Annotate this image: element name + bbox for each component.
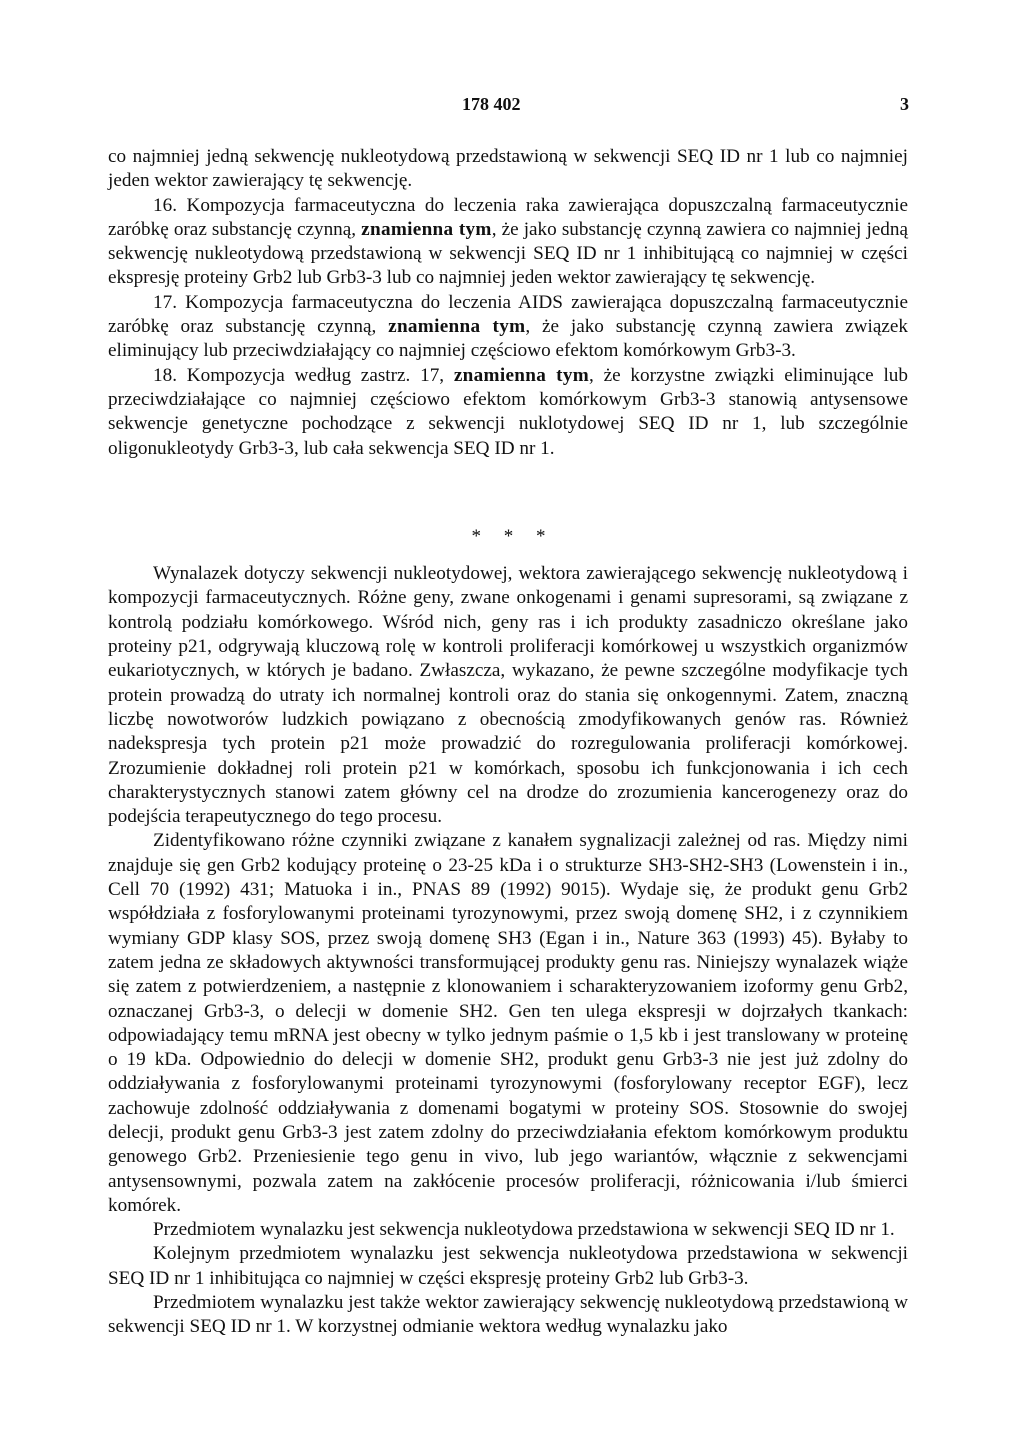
claim-continuation: co najmniej jedną sekwencję nukleotydową przedstawioną w sekwencji SEQ ID nr 1 lub co najmniej jeden wektor zawierający tę sekwencję.: [108, 146, 908, 192]
claim-18: [108, 364, 908, 461]
description-paragraph-2: Zidentyfikowano różne czynniki związane z kanałem sygnalizacji zależnej od ras. Między nimi znajduje się gen Grb2 kodujący proteinę o 23-25 kDa i o strukturze SH3-SH2-SH3 (Lowenstein i in., Cell 70 (1992) 431; Matuoka i in., PNAS 89 (1992) 9015). Wydaje się, że produkt genu Grb2 współdziała z fosforylowanymi proteinami tyrozynowymi, przez swoją domenę SH2, i z czynnikiem wymiany GDP klasy SOS, przez swoją domenę SH3 (Egan i in., Nature 363 (1993) 45). Byłaby to zatem jedna ze składowych aktywności transformującej produkty genu ras. Niniejszy wynalazek wiąże się zatem z potwierdzeniem, a następnie z klonowaniem i scharakteryzowaniem izoformy genu Grb2, oznaczanej Grb3-3, o delecji w domenie SH2. Gen ten ulega ekspresji w dojrzałych tkankach: odpowiadający temu mRNA jest obecny w tylko jednym paśmie o 1,5 kb i jest translowany w proteinę o 19 kDa. Odpowiednio do delecji w domenie SH2, produkt genu Grb3-3 nie jest już zdolny do oddziaływania z fosforylowanymi proteinami tyrozynowymi (fosforylowany receptor EGF), lecz zachowuje zdolność oddziaływania z domenami bogatymi w proteiny SOS. Stosownie do swojej delecji, produkt genu Grb3-3 jest zatem zdolny do przeciwdziałania efektom komórkowym produktu genowego Grb2. Przeniesienie tego genu in vivo, lub jego wariantów, włącznie z sekwencjami antysensownymi, pozwala zatem na zakłócenie procesów proliferacji, różnicowania i/lub śmierci komórek.: [108, 830, 908, 1216]
claim-18-text-a: 18. Kompozycja według zastrz. 17,: [153, 364, 454, 386]
claim-18-text-b: , że korzystne związki eliminujące lub przeciwdziałające co najmniej częściowo efektom komórkowym Grb3-3 stanowią antysensowe sekwencje genetyczne pochodzące z sekwencji nuklotydowej SEQ ID nr 1, lub szczególnie oligonukleotydy Grb3-3, lub cała sekwencja SEQ ID nr 1.: [108, 364, 908, 459]
page-number: 3: [900, 94, 909, 114]
claim-17-text-b: , że jako substancję czynną zawiera związek eliminujący lub przeciwdziałający co najmniej częściowo efektom komórkowym Grb3-3.: [108, 316, 908, 362]
claim-17: [108, 291, 908, 364]
description-paragraph-3: Przedmiotem wynalazku jest sekwencja nukleotydowa przedstawiona w sekwencji SEQ ID nr 1.: [153, 1219, 895, 1241]
patent-number: 178 402: [462, 94, 521, 114]
page-header: [0, 94, 1024, 116]
page-body: [108, 145, 908, 1340]
claim-16-text-a: 16. Kompozycja farmaceutyczna do leczenia raka zawierająca dopuszczalną farmaceutycznie zaróbkę oraz substancję czynną,: [108, 194, 908, 240]
claim-18-emphasis: znamienna tym: [453, 364, 590, 386]
claim-16-emphasis: znamienna tym: [361, 218, 492, 240]
claim-16: [108, 194, 908, 291]
description-paragraph-5: Przedmiotem wynalazku jest także wektor zawierający sekwencję nukleotydową przedstawioną w sekwencji SEQ ID nr 1. W korzystnej odmianie wektora według wynalazku jako: [108, 1292, 908, 1338]
claim-16-text-b: , że jako substancję czynną zawiera co najmniej jedną sekwencję nukleotydową przedstawioną w sekwencji SEQ ID nr 1 inhibitującą co najmniej w części ekspresję proteiny Grb2 lub Grb3-3 lub co najmniej jeden wektor zawierający tę sekwencję.: [108, 218, 908, 289]
description-paragraph-4: Kolejnym przedmiotem wynalazku jest sekwencja nukleotydowa przedstawiona w sekwencji SEQ ID nr 1 inhibitująca co najmniej w części ekspresję proteiny Grb2 lub Grb3-3.: [108, 1243, 908, 1289]
claim-17-text-a: 17. Kompozycja farmaceutyczna do leczenia AIDS zawierająca dopuszczalną farmaceutycznie zaróbkę oraz substancję czynną,: [108, 291, 908, 338]
claim-17-emphasis: znamienna tym: [388, 316, 526, 338]
section-separator: * * *: [471, 525, 555, 547]
description-paragraph-1: Wynalazek dotyczy sekwencji nukleotydowej, wektora zawierającego sekwencję nukleotydową i kompozycji farmaceutycznych. Różne geny, zwane onkogenami i genami supresorami, są związane z kontrolą podziału komórkowego. Wśród nich, geny ras i ich produkty zasadniczo określane jako proteiny p21, odgrywają kluczową rolę w kontroli proliferacji komórkowej u wszystkich organizmów eukariotycznych, w których je badano. Zwłaszcza, wykazano, że pewne szczególne modyfikacje tych protein prowadzą do utraty ich normalnej kontroli oraz do stania się onkogennymi. Zatem, znaczną liczbę nowotworów ludzkich powiązano z obecnością zmodyfikowanych genów ras. Również nadekspresja tych protein p21 może prowadzić do rozregulowania proliferacji komórkowej. Zrozumienie dokładnej roli protein p21 w komórkach, sposobu ich funkcjonowania i ich cech charakterystycznych stanowi zatem główny cel na drodze do zrozumienia kancerogenezy oraz do podejścia terapeutycznego do tego procesu.: [108, 563, 908, 828]
